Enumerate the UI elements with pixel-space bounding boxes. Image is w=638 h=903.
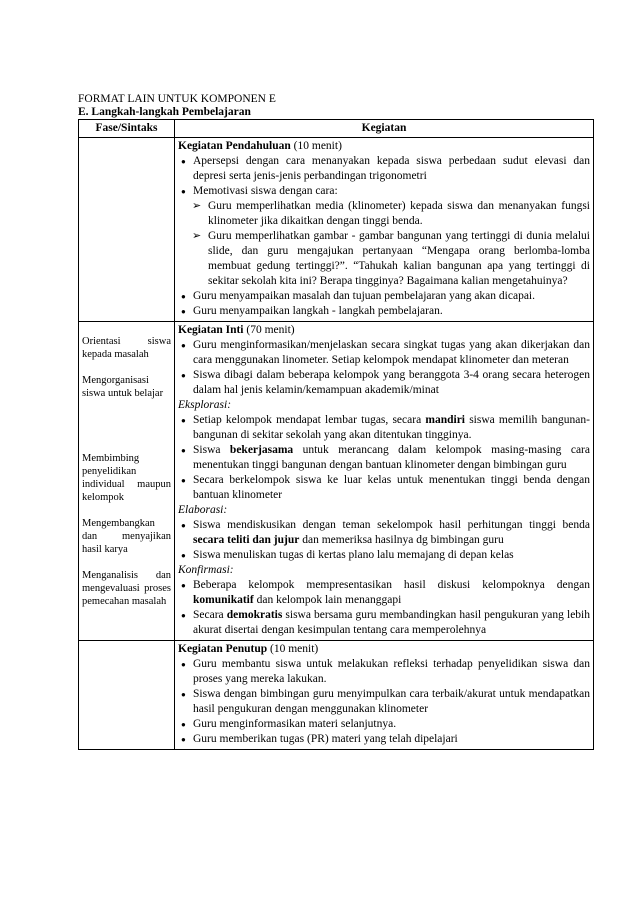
lesson-steps-table <box>78 119 594 750</box>
table-header-row <box>79 120 594 138</box>
phase-orientation: Orientasi siswa kepada masalah <box>82 336 171 360</box>
phase-organize: Mengorganisasi siswa untuk belajar <box>82 375 164 399</box>
list-item: ➢ Guru memperlihatkan gambar - gambar bangunan yang tertinggi di dunia melalui slide, dan guru mengajukan pertanyaan “Mengapa orang berlomba-lomba membuat gedung tertinggi?”. “Tahukah kalian bangunan apa yang tertinggi di sekitar sekolah kita ini? Berapa tingginya? Bagaimana kalian mengetahuinya? <box>178 229 590 289</box>
format-heading: FORMAT LAIN UNTUK KOMPONEN E <box>78 93 276 105</box>
closing-activities-cell <box>175 641 594 750</box>
phase-cell <box>79 322 175 641</box>
phase-cell-empty <box>79 641 175 750</box>
table-row-closing <box>79 641 594 750</box>
exploration-label: Eksplorasi: <box>178 399 232 411</box>
list-item: ● Setiap kelompok mendapat lembar tugas, secara mandiri siswa memilih bangunan-bangunan di sekitar sekolah yang akan ditentukan tingginya. <box>178 413 590 443</box>
table-row-core <box>79 322 594 641</box>
list-item: ● Siswa dengan bimbingan guru menyimpulkan cara terbaik/akurat untuk mendapatkan hasil pengukuran dengan menggunakan klinometer <box>178 687 590 717</box>
opening-title-line <box>178 139 590 154</box>
closing-title: Kegiatan Penutup <box>178 643 268 655</box>
core-activities-cell <box>175 322 594 641</box>
confirmation-list <box>178 578 590 638</box>
header-phase: Fase/Sintaks <box>79 120 175 138</box>
list-item: ● Secara berkelompok siswa ke luar kelas untuk menentukan tinggi benda dengan bantuan klinometer <box>178 473 590 503</box>
elaboration-label: Elaborasi: <box>178 504 228 516</box>
list-item: ● Beberapa kelompok mempresentasikan hasil diskusi kelompoknya dengan komunikatif dan kelompok lain menanggapi <box>178 578 590 608</box>
phase-cell-empty <box>79 138 175 322</box>
list-item: ● Guru menginformasikan materi selanjutnya. <box>178 717 590 732</box>
opening-duration: (10 menit) <box>290 140 342 152</box>
list-item: ● Guru memberikan tugas (PR) materi yang telah dipelajari <box>178 732 590 747</box>
header-activity: Kegiatan <box>175 120 594 138</box>
phase-guide: Membimbing penyelidikan individual maupun kelompok <box>82 453 171 503</box>
core-duration: (70 menit) <box>243 324 295 336</box>
closing-title-line <box>178 642 590 657</box>
list-item: ● Memotivasi siswa dengan cara: <box>178 184 590 199</box>
closing-duration: (10 menit) <box>267 643 319 655</box>
confirmation-label: Konfirmasi: <box>178 564 234 576</box>
opening-list <box>178 154 590 319</box>
core-title: Kegiatan Inti <box>178 324 244 336</box>
core-list <box>178 338 590 398</box>
list-item: ● Secara demokratis siswa bersama guru membandingkan hasil pengukuran yang lebih akurat disertai dengan kesimpulan tentang cara memperolehnya <box>178 608 590 638</box>
list-item: ● Apersepsi dengan cara menanyakan kepada siswa perbedaan sudut elevasi dan depresi serta jenis-jenis perbandingan trigonometri <box>178 154 590 184</box>
list-item: ● Guru menyampaikan masalah dan tujuan pembelajaran yang akan dicapai. <box>178 289 590 304</box>
elaboration-list <box>178 518 590 563</box>
opening-title: Kegiatan Pendahuluan <box>178 140 291 152</box>
closing-list <box>178 657 590 747</box>
list-item: ● Guru menginformasikan/menjelaskan secara singkat tugas yang akan dikerjakan dan cara menggunakan linometer. Setiap kelompok mendapat klinometer dan meteran <box>178 338 590 368</box>
exploration-list <box>178 413 590 503</box>
list-item: ● Siswa menuliskan tugas di kertas plano lalu memajang di depan kelas <box>178 548 590 563</box>
table-row-opening <box>79 138 594 322</box>
list-item: ● Siswa dibagi dalam beberapa kelompok yang beranggota 3-4 orang secara heterogen dalam hal jenis kelamin/kemampuan akademik/minat <box>178 368 590 398</box>
opening-activities-cell <box>175 138 594 322</box>
list-item: ● Siswa mendiskusikan dengan teman sekelompok hasil perhitungan tinggi benda secara teliti dan jujur dan memeriksa hasilnya dg bimbingan guru <box>178 518 590 548</box>
section-heading: E. Langkah-langkah Pembelajaran <box>78 106 251 118</box>
list-item: ● Guru membantu siswa untuk melakukan refleksi terhadap penyelidikan siswa dan proses yang mereka lakukan. <box>178 657 590 687</box>
core-title-line <box>178 323 590 338</box>
phase-develop: Mengembangkan dan menyajikan hasil karya <box>82 518 171 555</box>
list-item: ➢ Guru memperlihatkan media (klinometer) kepada siswa dan menanyakan fungsi klinometer jika dikaitkan dengan tinggi benda. <box>178 199 590 229</box>
document-page <box>78 93 594 750</box>
list-item: ● Guru menyampaikan langkah - langkah pembelajaran. <box>178 304 590 319</box>
list-item: ● Siswa bekerjasama untuk merancang dalam kelompok masing-masing cara menentukan tinggi bangunan dengan bantuan klinometer dengan bimbingan guru <box>178 443 590 473</box>
phase-analyze: Menganalisis dan mengevaluasi proses pemecahan masalah <box>82 570 171 607</box>
